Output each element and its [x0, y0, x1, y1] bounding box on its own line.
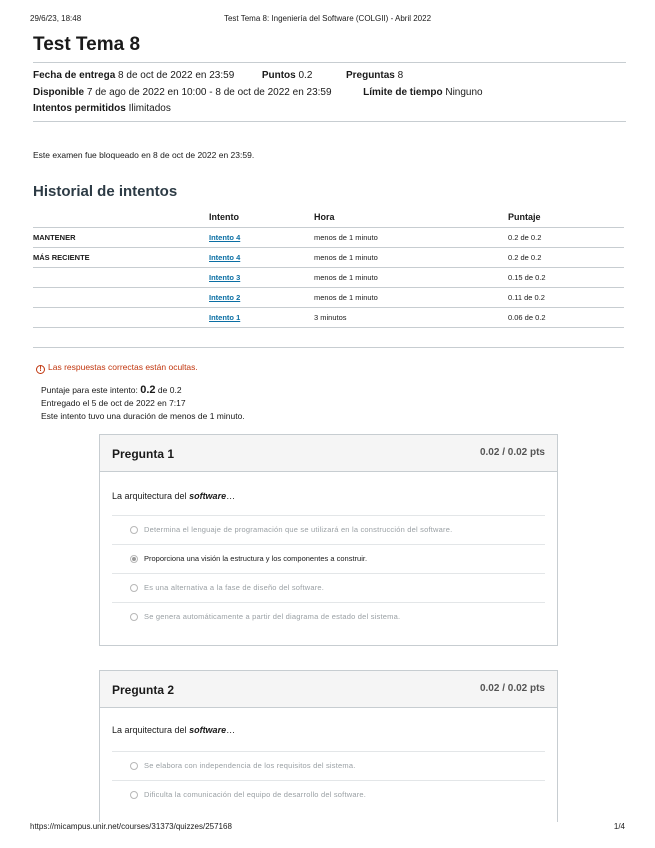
- answer-option[interactable]: [112, 751, 545, 780]
- warning-icon: !: [36, 365, 45, 374]
- quiz-meta-row-3: [33, 102, 171, 115]
- attempt-link[interactable]: Intento 2: [209, 292, 241, 302]
- answer-option-selected[interactable]: [112, 544, 545, 573]
- row-label: [33, 287, 209, 307]
- due-value: 8 de oct de 2022 en 23:59: [118, 70, 235, 81]
- question-title: Pregunta 1: [112, 447, 175, 461]
- locked-note: Este examen fue bloqueado en 8 de oct de 2022 en 23:59.: [33, 150, 255, 160]
- score-suffix: de 0.2: [157, 385, 182, 395]
- table-row: [33, 267, 624, 287]
- column-header-attempt: Intento: [209, 207, 314, 227]
- attempts-allowed-label: Intentos permitidos: [33, 103, 126, 114]
- answer-option[interactable]: [112, 602, 545, 631]
- attempt-summary: [41, 384, 245, 423]
- row-label: MANTENER: [33, 227, 209, 247]
- table-row: [33, 287, 624, 307]
- points-label: Puntos: [261, 70, 296, 81]
- table-row: [33, 247, 624, 267]
- due-label: Fecha de entrega: [33, 70, 116, 81]
- answer-text: Es una alternativa a la fase de diseño del software.: [144, 583, 325, 592]
- attempt-link[interactable]: Intento 4: [209, 252, 241, 262]
- attempt-score: 0.11 de 0.2: [508, 287, 624, 307]
- attempt-link[interactable]: Intento 1: [209, 312, 241, 322]
- answer-text: Dificulta la comunicación del equipo de desarrollo del software.: [144, 790, 367, 799]
- attempts-allowed-value: Ilimitados: [128, 103, 171, 114]
- answer-text: Proporciona una visión la estructura y los componentes a construir.: [144, 554, 368, 563]
- table-row-empty: [33, 327, 624, 347]
- question-text: La arquitectura del software…: [112, 491, 236, 501]
- row-label: [33, 307, 209, 327]
- row-label: MÁS RECIENTE: [33, 247, 209, 267]
- available-value: 7 de ago de 2022 en 10:00 - 8 de oct de 2022 en 23:59: [86, 87, 332, 98]
- attempt-score: 0.15 de 0.2: [508, 267, 624, 287]
- page-number: 1/4: [613, 822, 625, 831]
- history-title: Historial de intentos: [33, 183, 178, 200]
- question-card: [99, 670, 558, 822]
- radio-button[interactable]: [130, 584, 138, 592]
- attempt-time: menos de 1 minuto: [314, 267, 508, 287]
- attempt-score: 0.2 de 0.2: [508, 227, 624, 247]
- attempt-time: 3 minutos: [314, 307, 508, 327]
- attempt-time: menos de 1 minuto: [314, 247, 508, 267]
- answer-text: Se genera automáticamente a partir del diagrama de estado del sistema.: [144, 612, 401, 621]
- quiz-meta-row-2: [33, 86, 483, 99]
- divider: [33, 121, 626, 122]
- radio-button[interactable]: [130, 762, 138, 770]
- column-header-score: Puntaje: [508, 207, 624, 227]
- attempt-score: 0.06 de 0.2: [508, 307, 624, 327]
- table-row: [33, 227, 624, 247]
- score-line: [41, 384, 245, 397]
- radio-button-checked[interactable]: [130, 555, 138, 563]
- score-value: 0.2: [140, 384, 156, 396]
- attempt-time: menos de 1 minuto: [314, 227, 508, 247]
- question-card: [99, 434, 558, 646]
- page-title: Test Tema 8: [33, 34, 141, 55]
- answer-option[interactable]: [112, 780, 545, 809]
- radio-button[interactable]: [130, 791, 138, 799]
- print-header: [30, 14, 625, 26]
- time-limit-label: Límite de tiempo: [363, 87, 443, 98]
- attempt-time: menos de 1 minuto: [314, 287, 508, 307]
- answer-option[interactable]: [112, 515, 545, 544]
- question-header: [100, 435, 557, 472]
- column-header-time: Hora: [314, 207, 508, 227]
- quiz-meta-row-1: [33, 69, 403, 82]
- duration-line: Este intento tuvo una duración de menos de 1 minuto.: [41, 411, 245, 421]
- print-datetime: 29/6/23, 18:48: [30, 14, 82, 23]
- answer-text: Determina el lenguaje de programación que se utilizará en la construcción del software.: [144, 525, 453, 534]
- question-title: Pregunta 2: [112, 683, 175, 697]
- attempt-link[interactable]: Intento 4: [209, 232, 241, 242]
- row-label: [33, 267, 209, 287]
- time-limit-value: Ninguno: [445, 87, 483, 98]
- warning-text: Las respuestas correctas están ocultas.: [48, 362, 198, 372]
- hidden-answers-warning: [36, 362, 198, 374]
- table-header-row: [33, 207, 624, 227]
- answer-text: Se elabora con independencia de los requisitos del sistema.: [144, 761, 356, 770]
- table-row: [33, 307, 624, 327]
- question-points: 0.02 / 0.02 pts: [479, 683, 545, 694]
- available-label: Disponible: [33, 87, 85, 98]
- answer-option[interactable]: [112, 573, 545, 602]
- question-points: 0.02 / 0.02 pts: [479, 447, 545, 458]
- divider: [33, 62, 626, 63]
- print-url: https://micampus.unir.net/courses/31373/quizzes/257168: [30, 822, 232, 831]
- questions-value: 8: [397, 70, 404, 81]
- attempts-table: [33, 207, 624, 348]
- points-value: 0.2: [298, 70, 313, 81]
- question-header: [100, 671, 557, 708]
- questions-label: Preguntas: [345, 70, 395, 81]
- radio-button[interactable]: [130, 613, 138, 621]
- radio-button[interactable]: [130, 526, 138, 534]
- attempt-link[interactable]: Intento 3: [209, 272, 241, 282]
- question-text: La arquitectura del software…: [112, 725, 236, 735]
- attempt-score: 0.2 de 0.2: [508, 247, 624, 267]
- score-prefix: Puntaje para este intento:: [41, 385, 138, 395]
- column-header: [33, 207, 209, 227]
- print-document-title: Test Tema 8: Ingeniería del Software (COLGII) - Abril 2022: [223, 14, 432, 23]
- submitted-line: Entregado el 5 de oct de 2022 en 7:17: [41, 398, 186, 408]
